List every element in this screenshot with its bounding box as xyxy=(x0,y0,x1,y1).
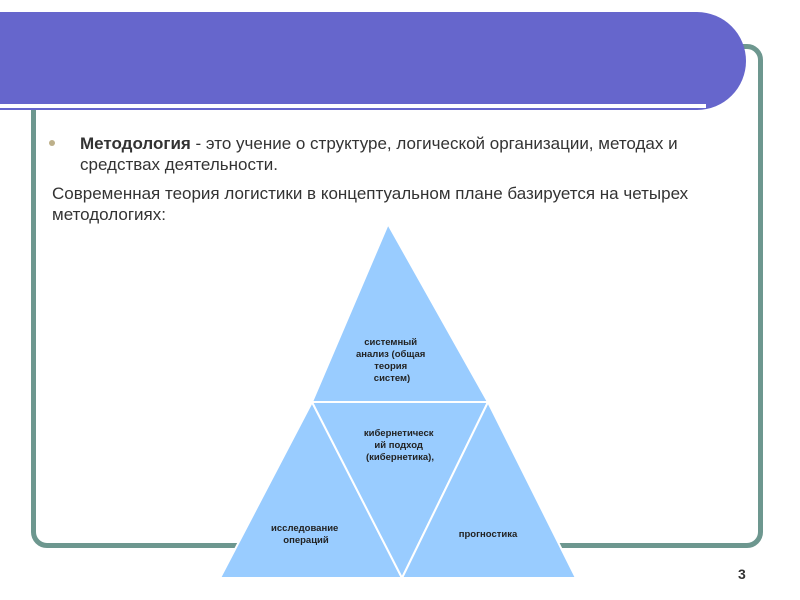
bullet-icon xyxy=(49,140,55,146)
label-bottom-left-line: операций xyxy=(283,535,329,546)
banner-divider xyxy=(0,104,706,108)
methodology-pyramid xyxy=(218,222,578,582)
term-label: Методология xyxy=(80,134,191,153)
label-top-line: анализ (общая xyxy=(356,349,426,360)
label-bottom-left-line: исследование xyxy=(271,523,339,534)
label-bottom-right xyxy=(459,529,518,540)
page-number: 3 xyxy=(738,566,746,582)
definition-bullet xyxy=(80,133,720,175)
label-top-line: теория xyxy=(374,361,408,372)
title-banner xyxy=(0,12,746,110)
methodologies-paragraph: Современная теория логистики в концептуальном плане базируется на четырех методологиях: xyxy=(52,184,689,224)
label-center-line: ий подход xyxy=(374,440,423,451)
label-top-line: системный xyxy=(364,337,418,348)
label-center-line: (кибернетика), xyxy=(366,452,434,463)
label-bottom-right-line: прогностика xyxy=(458,529,518,540)
label-center xyxy=(364,428,436,463)
label-center-line: кибернетическ xyxy=(363,428,434,439)
label-top-line: систем) xyxy=(373,373,411,384)
term-definition: - это учение о структуре, логической организации, методах и средствах деятельности. xyxy=(80,134,678,174)
